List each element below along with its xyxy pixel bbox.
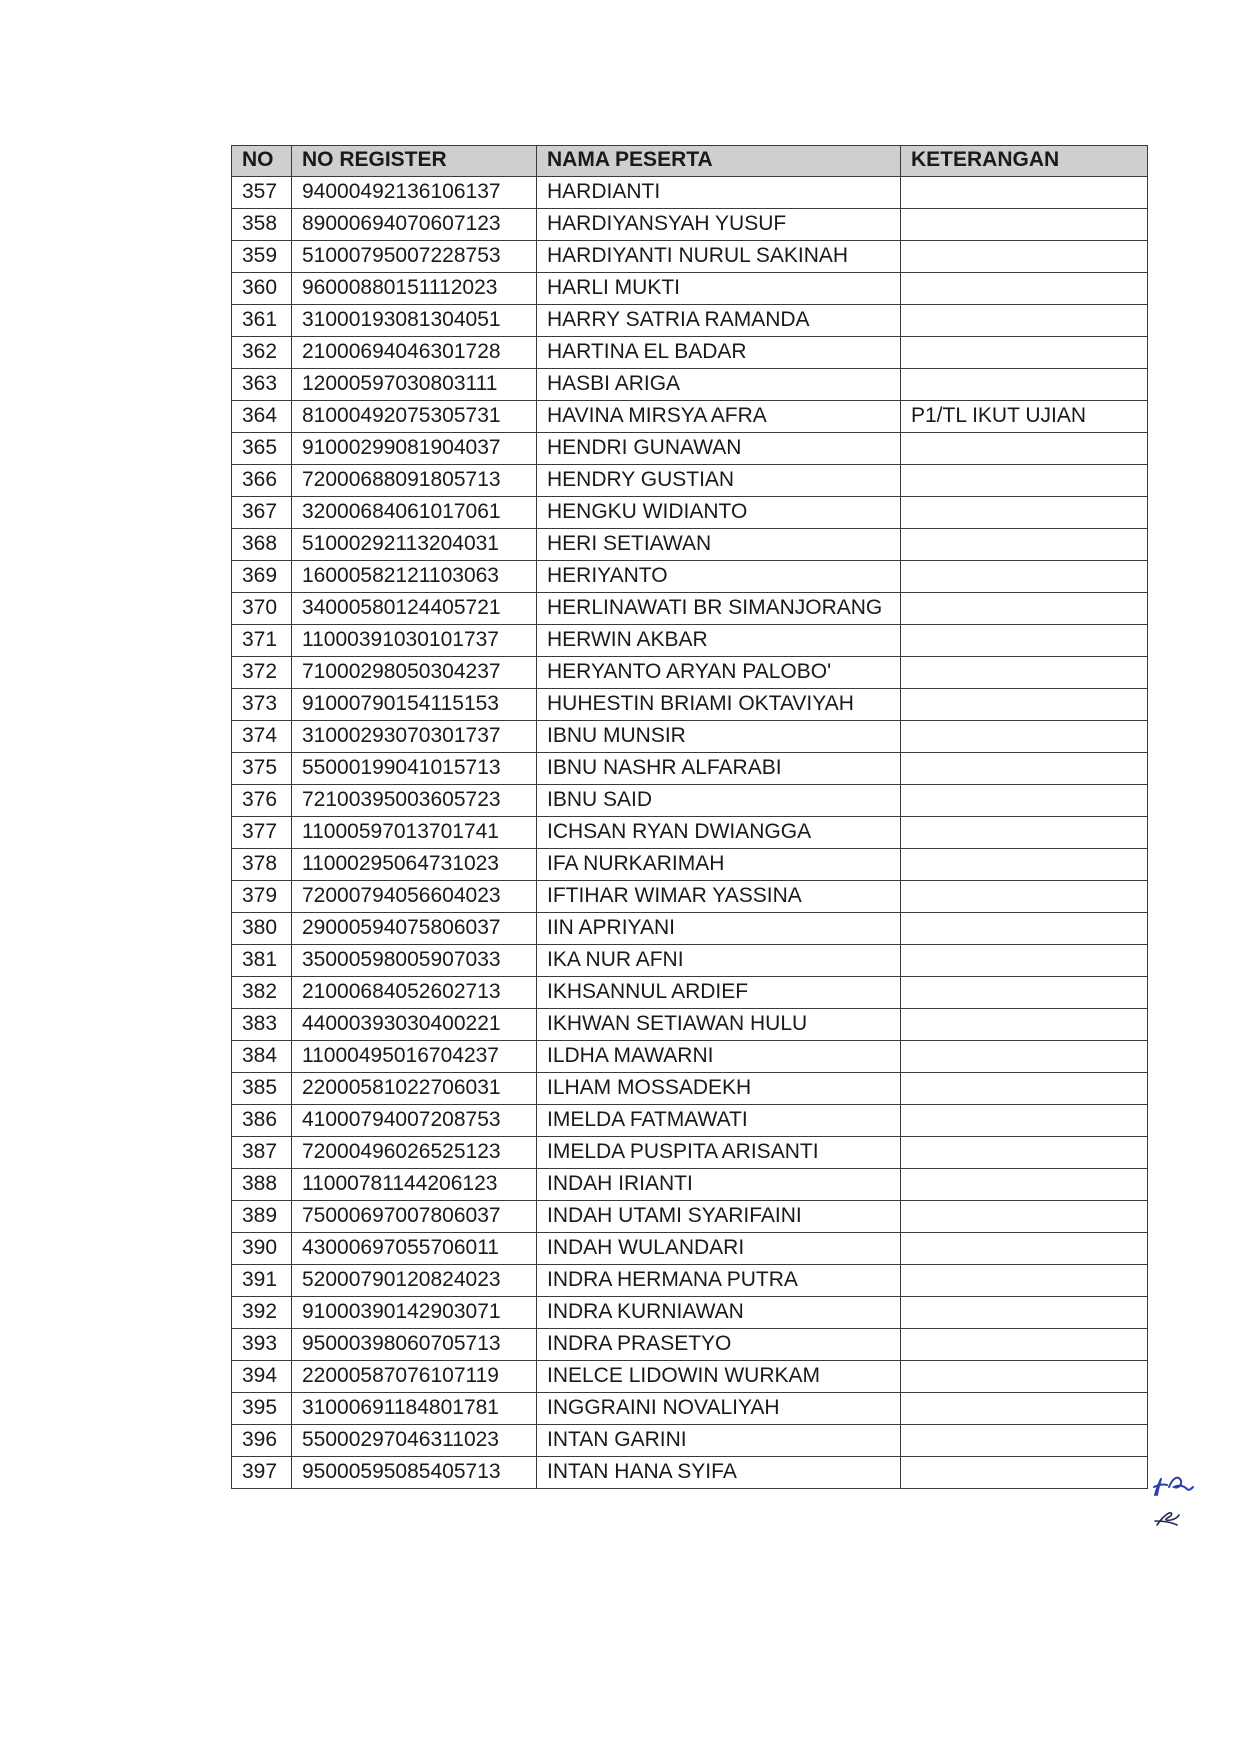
table-row xyxy=(232,881,1148,913)
cell-note xyxy=(901,1105,1148,1137)
cell-no: 378 xyxy=(232,849,292,881)
cell-register: 72000688091805713 xyxy=(292,465,537,497)
cell-no: 369 xyxy=(232,561,292,593)
cell-note: P1/TL IKUT UJIAN xyxy=(901,401,1148,433)
cell-name: INELCE LIDOWIN WURKAM xyxy=(537,1361,901,1393)
cell-note xyxy=(901,433,1148,465)
cell-note xyxy=(901,1329,1148,1361)
cell-no: 366 xyxy=(232,465,292,497)
cell-register: 35000598005907033 xyxy=(292,945,537,977)
cell-name: INDAH WULANDARI xyxy=(537,1233,901,1265)
cell-no: 374 xyxy=(232,721,292,753)
cell-no: 371 xyxy=(232,625,292,657)
cell-note xyxy=(901,881,1148,913)
cell-no: 361 xyxy=(232,305,292,337)
cell-name: IMELDA PUSPITA ARISANTI xyxy=(537,1137,901,1169)
cell-register: 31000193081304051 xyxy=(292,305,537,337)
cell-note xyxy=(901,305,1148,337)
cell-note xyxy=(901,945,1148,977)
cell-name: IKHWAN SETIAWAN HULU xyxy=(537,1009,901,1041)
table-row xyxy=(232,1361,1148,1393)
cell-register: 72100395003605723 xyxy=(292,785,537,817)
cell-register: 11000495016704237 xyxy=(292,1041,537,1073)
cell-note xyxy=(901,1233,1148,1265)
cell-note xyxy=(901,1041,1148,1073)
table-row xyxy=(232,433,1148,465)
cell-no: 394 xyxy=(232,1361,292,1393)
cell-no: 372 xyxy=(232,657,292,689)
table-row xyxy=(232,1201,1148,1233)
cell-name: IBNU NASHR ALFARABI xyxy=(537,753,901,785)
cell-register: 95000398060705713 xyxy=(292,1329,537,1361)
cell-register: 21000684052602713 xyxy=(292,977,537,1009)
initials-signature-icon xyxy=(1145,1465,1220,1535)
cell-register: 75000697007806037 xyxy=(292,1201,537,1233)
cell-name: IKHSANNUL ARDIEF xyxy=(537,977,901,1009)
table-row xyxy=(232,1009,1148,1041)
table-body xyxy=(232,177,1148,1489)
table-row xyxy=(232,1265,1148,1297)
table-row xyxy=(232,1329,1148,1361)
cell-name: INDRA HERMANA PUTRA xyxy=(537,1265,901,1297)
cell-register: 11000391030101737 xyxy=(292,625,537,657)
cell-register: 51000795007228753 xyxy=(292,241,537,273)
cell-no: 392 xyxy=(232,1297,292,1329)
table-row xyxy=(232,977,1148,1009)
cell-no: 381 xyxy=(232,945,292,977)
cell-note xyxy=(901,177,1148,209)
cell-no: 359 xyxy=(232,241,292,273)
table-row xyxy=(232,753,1148,785)
cell-note xyxy=(901,1361,1148,1393)
cell-register: 11000295064731023 xyxy=(292,849,537,881)
cell-name: HARDIANTI xyxy=(537,177,901,209)
cell-note xyxy=(901,593,1148,625)
cell-name: HENDRY GUSTIAN xyxy=(537,465,901,497)
table-row xyxy=(232,209,1148,241)
table-row xyxy=(232,369,1148,401)
cell-register: 72000794056604023 xyxy=(292,881,537,913)
cell-register: 16000582121103063 xyxy=(292,561,537,593)
cell-note xyxy=(901,721,1148,753)
cell-name: HENGKU WIDIANTO xyxy=(537,497,901,529)
cell-note xyxy=(901,1201,1148,1233)
cell-no: 387 xyxy=(232,1137,292,1169)
table-row xyxy=(232,529,1148,561)
cell-note xyxy=(901,497,1148,529)
cell-name: INGGRAINI NOVALIYAH xyxy=(537,1393,901,1425)
table-row xyxy=(232,337,1148,369)
cell-note xyxy=(901,849,1148,881)
cell-name: ICHSAN RYAN DWIANGGA xyxy=(537,817,901,849)
cell-no: 375 xyxy=(232,753,292,785)
cell-no: 386 xyxy=(232,1105,292,1137)
cell-name: INDRA PRASETYO xyxy=(537,1329,901,1361)
cell-note xyxy=(901,689,1148,721)
cell-note xyxy=(901,209,1148,241)
header-no: NO xyxy=(232,146,292,177)
table-row xyxy=(232,241,1148,273)
cell-register: 41000794007208753 xyxy=(292,1105,537,1137)
cell-no: 391 xyxy=(232,1265,292,1297)
cell-register: 52000790120824023 xyxy=(292,1265,537,1297)
cell-note xyxy=(901,657,1148,689)
cell-register: 11000597013701741 xyxy=(292,817,537,849)
table-row xyxy=(232,1297,1148,1329)
cell-name: INDRA KURNIAWAN xyxy=(537,1297,901,1329)
cell-no: 364 xyxy=(232,401,292,433)
cell-no: 370 xyxy=(232,593,292,625)
cell-register: 29000594075806037 xyxy=(292,913,537,945)
header-register: NO REGISTER xyxy=(292,146,537,177)
cell-note xyxy=(901,369,1148,401)
cell-no: 362 xyxy=(232,337,292,369)
cell-register: 31000691184801781 xyxy=(292,1393,537,1425)
table-row xyxy=(232,721,1148,753)
cell-register: 44000393030400221 xyxy=(292,1009,537,1041)
cell-name: HERYANTO ARYAN PALOBO' xyxy=(537,657,901,689)
cell-register: 91000299081904037 xyxy=(292,433,537,465)
cell-note xyxy=(901,561,1148,593)
cell-name: IBNU MUNSIR xyxy=(537,721,901,753)
table-row xyxy=(232,913,1148,945)
cell-name: IKA NUR AFNI xyxy=(537,945,901,977)
cell-name: ILDHA MAWARNI xyxy=(537,1041,901,1073)
cell-name: HERWIN AKBAR xyxy=(537,625,901,657)
table-row xyxy=(232,1169,1148,1201)
cell-name: INTAN GARINI xyxy=(537,1425,901,1457)
cell-name: IBNU SAID xyxy=(537,785,901,817)
cell-name: IIN APRIYANI xyxy=(537,913,901,945)
cell-register: 94000492136106137 xyxy=(292,177,537,209)
header-note: KETERANGAN xyxy=(901,146,1148,177)
cell-name: HARRY SATRIA RAMANDA xyxy=(537,305,901,337)
table-row xyxy=(232,817,1148,849)
cell-no: 360 xyxy=(232,273,292,305)
table-row xyxy=(232,849,1148,881)
cell-name: IFTIHAR WIMAR YASSINA xyxy=(537,881,901,913)
cell-name: INDAH IRIANTI xyxy=(537,1169,901,1201)
cell-register: 55000199041015713 xyxy=(292,753,537,785)
cell-no: 373 xyxy=(232,689,292,721)
cell-note xyxy=(901,1297,1148,1329)
cell-note xyxy=(901,1425,1148,1457)
cell-no: 365 xyxy=(232,433,292,465)
cell-note xyxy=(901,913,1148,945)
table-row xyxy=(232,1393,1148,1425)
header-name: NAMA PESERTA xyxy=(537,146,901,177)
cell-register: 31000293070301737 xyxy=(292,721,537,753)
cell-no: 393 xyxy=(232,1329,292,1361)
cell-no: 357 xyxy=(232,177,292,209)
cell-no: 368 xyxy=(232,529,292,561)
cell-register: 32000684061017061 xyxy=(292,497,537,529)
cell-no: 382 xyxy=(232,977,292,1009)
cell-note xyxy=(901,337,1148,369)
table-row xyxy=(232,1425,1148,1457)
cell-register: 89000694070607123 xyxy=(292,209,537,241)
cell-register: 11000781144206123 xyxy=(292,1169,537,1201)
cell-no: 396 xyxy=(232,1425,292,1457)
cell-name: HAVINA MIRSYA AFRA xyxy=(537,401,901,433)
cell-name: HENDRI GUNAWAN xyxy=(537,433,901,465)
table-row xyxy=(232,1041,1148,1073)
cell-no: 395 xyxy=(232,1393,292,1425)
cell-note xyxy=(901,1265,1148,1297)
cell-register: 96000880151112023 xyxy=(292,273,537,305)
cell-note xyxy=(901,1393,1148,1425)
table-row xyxy=(232,561,1148,593)
cell-name: HARLI MUKTI xyxy=(537,273,901,305)
cell-no: 363 xyxy=(232,369,292,401)
table-row xyxy=(232,1105,1148,1137)
cell-no: 358 xyxy=(232,209,292,241)
table-row xyxy=(232,465,1148,497)
cell-note xyxy=(901,1169,1148,1201)
cell-register: 71000298050304237 xyxy=(292,657,537,689)
cell-name: HASBI ARIGA xyxy=(537,369,901,401)
cell-no: 367 xyxy=(232,497,292,529)
cell-register: 22000581022706031 xyxy=(292,1073,537,1105)
cell-register: 95000595085405713 xyxy=(292,1457,537,1489)
cell-register: 51000292113204031 xyxy=(292,529,537,561)
cell-register: 91000790154115153 xyxy=(292,689,537,721)
cell-register: 43000697055706011 xyxy=(292,1233,537,1265)
cell-note xyxy=(901,625,1148,657)
table-row xyxy=(232,625,1148,657)
cell-note xyxy=(901,1009,1148,1041)
table-row xyxy=(232,785,1148,817)
cell-name: INTAN HANA SYIFA xyxy=(537,1457,901,1489)
cell-name: HARDIYANTI NURUL SAKINAH xyxy=(537,241,901,273)
cell-name: INDAH UTAMI SYARIFAINI xyxy=(537,1201,901,1233)
cell-no: 379 xyxy=(232,881,292,913)
cell-note xyxy=(901,1137,1148,1169)
cell-no: 384 xyxy=(232,1041,292,1073)
cell-no: 388 xyxy=(232,1169,292,1201)
cell-register: 72000496026525123 xyxy=(292,1137,537,1169)
table-row xyxy=(232,1457,1148,1489)
cell-name: HERI SETIAWAN xyxy=(537,529,901,561)
cell-register: 91000390142903071 xyxy=(292,1297,537,1329)
cell-no: 385 xyxy=(232,1073,292,1105)
table-row xyxy=(232,273,1148,305)
participant-table xyxy=(231,145,1148,1489)
cell-name: IMELDA FATMAWATI xyxy=(537,1105,901,1137)
table-row xyxy=(232,1137,1148,1169)
cell-register: 81000492075305731 xyxy=(292,401,537,433)
cell-note xyxy=(901,1073,1148,1105)
cell-register: 22000587076107119 xyxy=(292,1361,537,1393)
cell-no: 377 xyxy=(232,817,292,849)
table-row xyxy=(232,689,1148,721)
cell-name: HARTINA EL BADAR xyxy=(537,337,901,369)
cell-note xyxy=(901,273,1148,305)
cell-note xyxy=(901,753,1148,785)
cell-no: 380 xyxy=(232,913,292,945)
table-row xyxy=(232,1233,1148,1265)
cell-name: ILHAM MOSSADEKH xyxy=(537,1073,901,1105)
cell-register: 55000297046311023 xyxy=(292,1425,537,1457)
table-header-row xyxy=(232,146,1148,177)
table-row xyxy=(232,1073,1148,1105)
cell-note xyxy=(901,817,1148,849)
cell-no: 397 xyxy=(232,1457,292,1489)
cell-register: 34000580124405721 xyxy=(292,593,537,625)
table-row xyxy=(232,177,1148,209)
cell-name: HUHESTIN BRIAMI OKTAVIYAH xyxy=(537,689,901,721)
table-row xyxy=(232,497,1148,529)
table-row xyxy=(232,305,1148,337)
cell-name: HERIYANTO xyxy=(537,561,901,593)
table-row xyxy=(232,945,1148,977)
cell-note xyxy=(901,785,1148,817)
cell-name: HARDIYANSYAH YUSUF xyxy=(537,209,901,241)
cell-note xyxy=(901,465,1148,497)
cell-register: 12000597030803111 xyxy=(292,369,537,401)
cell-name: HERLINAWATI BR SIMANJORANG xyxy=(537,593,901,625)
cell-note xyxy=(901,977,1148,1009)
cell-no: 389 xyxy=(232,1201,292,1233)
cell-name: IFA NURKARIMAH xyxy=(537,849,901,881)
cell-no: 376 xyxy=(232,785,292,817)
cell-register: 21000694046301728 xyxy=(292,337,537,369)
cell-note xyxy=(901,529,1148,561)
cell-note xyxy=(901,1457,1148,1489)
cell-no: 390 xyxy=(232,1233,292,1265)
cell-note xyxy=(901,241,1148,273)
table-row xyxy=(232,657,1148,689)
table-row xyxy=(232,401,1148,433)
table-row xyxy=(232,593,1148,625)
cell-no: 383 xyxy=(232,1009,292,1041)
